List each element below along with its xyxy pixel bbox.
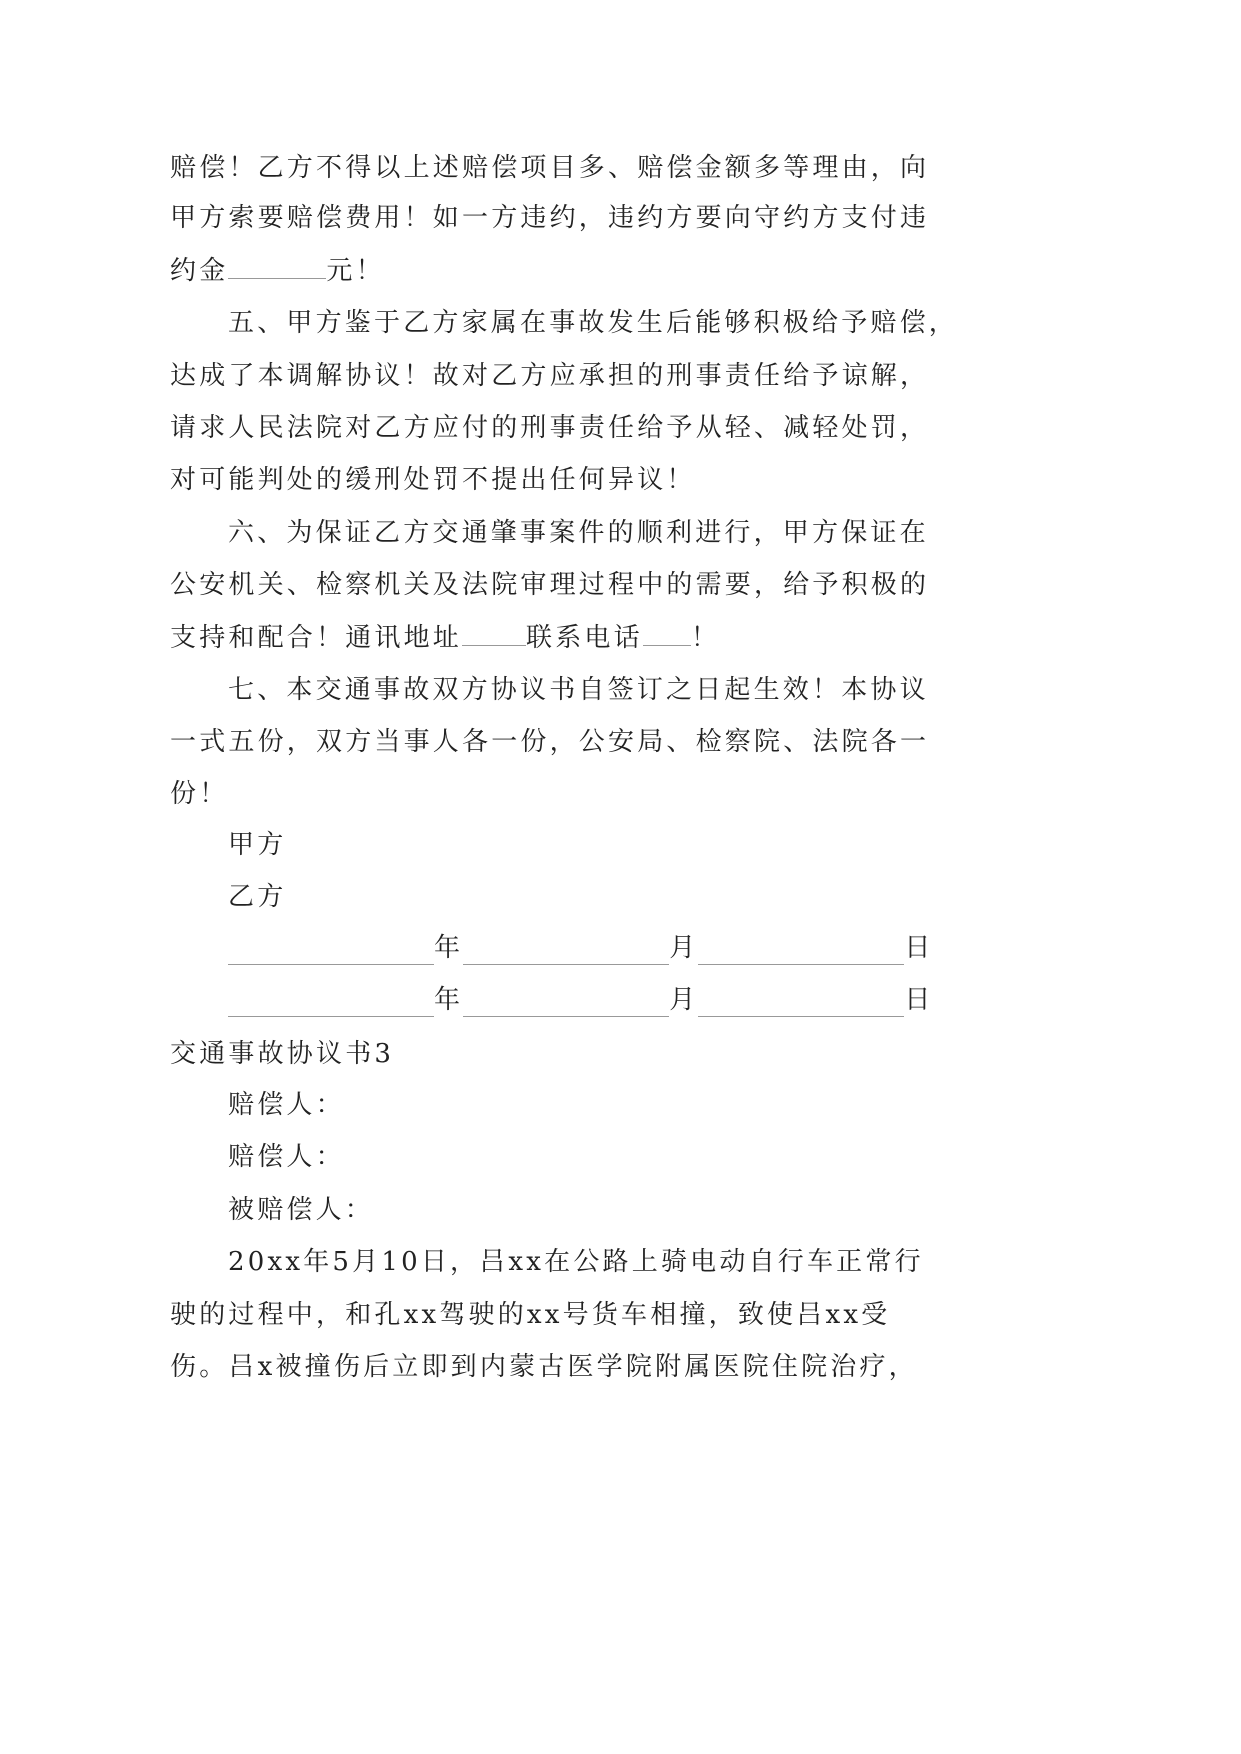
blank-field [228, 250, 326, 279]
paragraph-line: 请求人民法院对乙方应付的刑事责任给予从轻、减轻处罚， [170, 413, 930, 443]
contact-line [170, 617, 960, 657]
month-blank [463, 940, 669, 965]
paragraph-line: 六、为保证乙方交通肇事案件的顺利进行，甲方保证在 [228, 518, 929, 548]
phone-blank [643, 617, 691, 646]
paragraph-line: 达成了本调解协议！故对乙方应承担的刑事责任给予谅解， [170, 361, 930, 391]
paragraph-line: 份！ [170, 779, 229, 809]
year-blank [228, 940, 434, 965]
day-label: 日 [904, 933, 934, 963]
paragraph-line: 七、本交通事故双方协议书自签订之日起生效！本协议 [228, 675, 929, 705]
day-blank [698, 940, 904, 965]
address-blank [462, 617, 526, 646]
text: 支持和配合！通讯地址 [170, 623, 463, 653]
paragraph-line: 20xx年5月10日，吕xx在公路上骑电动自行车正常行 [228, 1247, 924, 1277]
compensator-label: 赔偿人： [228, 1142, 345, 1172]
text: ！ [690, 623, 721, 653]
day-blank [698, 992, 904, 1017]
paragraph-line: 伤。吕x被撞伤后立即到内蒙古医学院附属医院住院治疗， [170, 1352, 918, 1382]
month-label: 月 [669, 933, 699, 963]
compensator-label: 赔偿人： [228, 1090, 345, 1120]
section-title: 交通事故协议书3 [170, 1039, 395, 1069]
text: 约金 [170, 256, 229, 286]
paragraph-line: 赔偿！乙方不得以上述赔偿项目多、赔偿金额多等理由，向 [170, 153, 930, 183]
year-label: 年 [434, 933, 464, 963]
year-blank [228, 992, 434, 1017]
paragraph-line: 甲方索要赔偿费用！如一方违约，违约方要向守约方支付违 [170, 203, 930, 233]
date-line [228, 980, 948, 1020]
paragraph-line: 对可能判处的缓刑处罚不提出任何异议！ [170, 465, 696, 495]
day-label: 日 [904, 985, 934, 1015]
text: 元！ [326, 256, 385, 286]
party-b-label: 乙方 [228, 882, 287, 912]
compensatee-label: 被赔偿人： [228, 1195, 375, 1225]
date-line [228, 928, 948, 968]
party-a-label: 甲方 [228, 830, 287, 860]
year-label: 年 [434, 985, 464, 1015]
month-label: 月 [669, 985, 699, 1015]
paragraph-line: 公安机关、检察机关及法院审理过程中的需要，给予积极的 [170, 570, 930, 600]
paragraph-line: 五、甲方鉴于乙方家属在事故发生后能够积极给予赔偿， [228, 308, 959, 338]
paragraph-line: 一式五份，双方当事人各一份，公安局、检察院、法院各一 [170, 727, 930, 757]
paragraph-line: 驶的过程中，和孔xx驾驶的xx号货车相撞，致使吕xx受 [170, 1300, 891, 1330]
penalty-line [170, 250, 960, 290]
month-blank [463, 992, 669, 1017]
text: 联系电话 [526, 623, 643, 653]
